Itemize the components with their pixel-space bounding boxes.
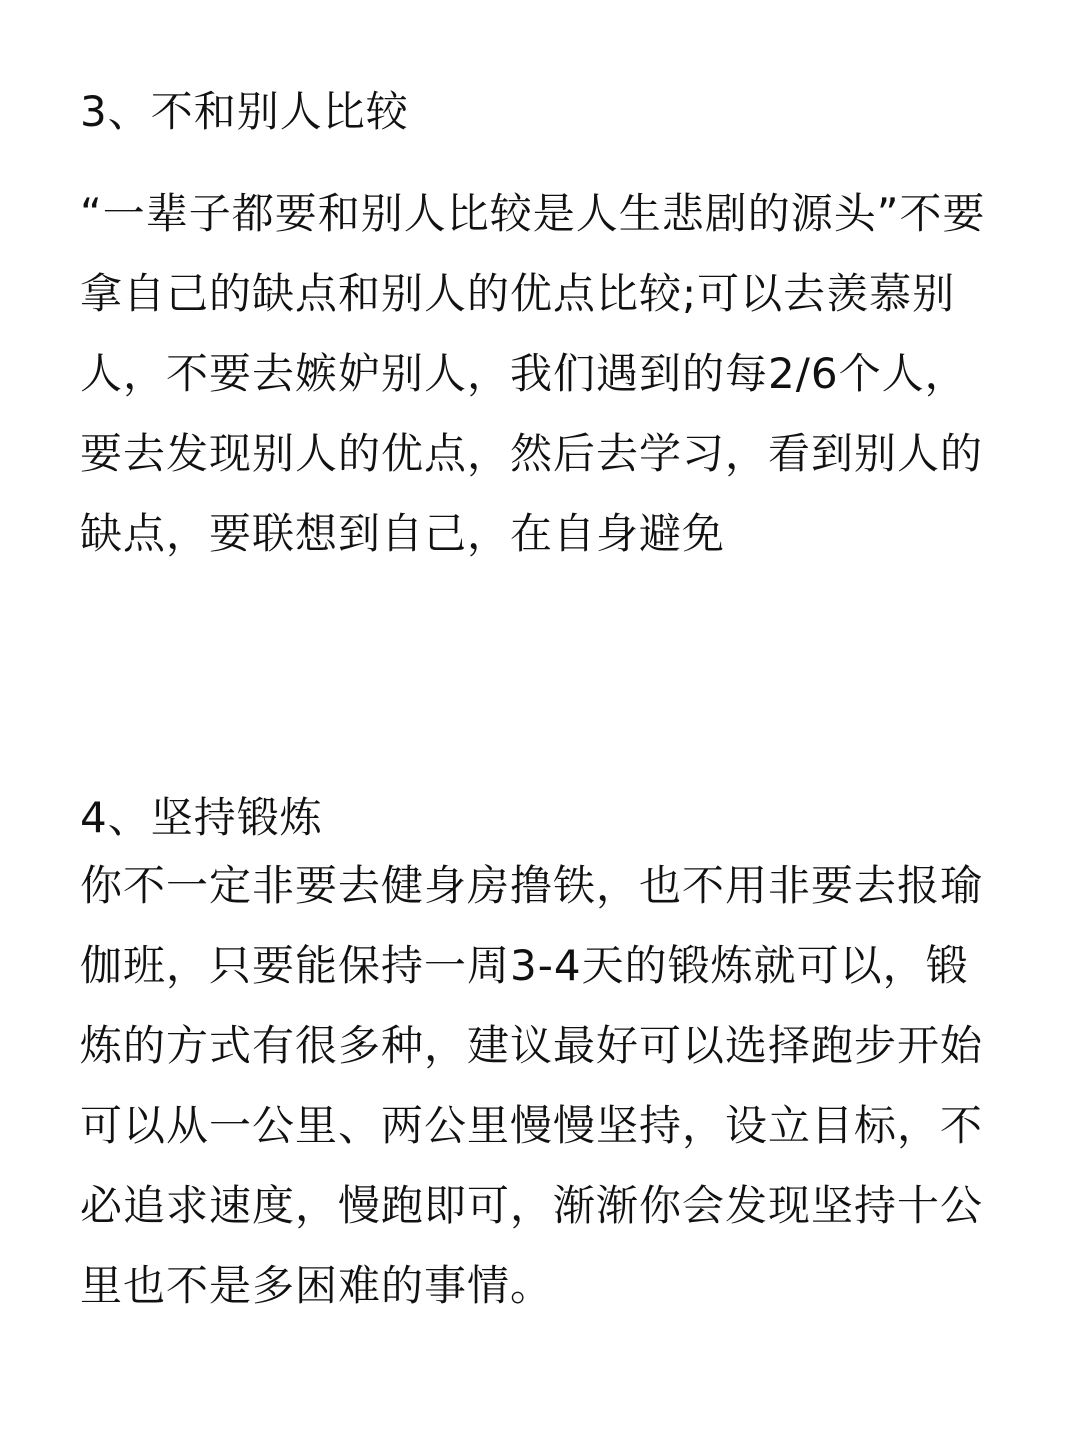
section-4-line-4: 可以从一公里、两公里慢慢坚持，设立目标，不 — [80, 1101, 984, 1150]
section-3-line-4: 要去发现别人的优点，然后去学习，看到别人的 — [80, 429, 984, 478]
section-4-line-3: 炼的方式有很多种，建议最好可以选择跑步开始 — [80, 1021, 984, 1070]
section-4-line-6: 里也不是多困难的事情。 — [80, 1261, 554, 1310]
section-4-line-5: 必追求速度，慢跑即可，渐渐你会发现坚持十公 — [80, 1181, 984, 1230]
section-4-heading: 4、坚持锻炼 — [80, 793, 323, 842]
section-3-line-2: 拿自己的缺点和别人的优点比较;可以去羡慕别 — [80, 269, 956, 318]
section-4-line-1: 你不一定非要去健身房撸铁，也不用非要去报瑜 — [80, 861, 984, 910]
section-3-line-1: “一辈子都要和别人比较是人生悲剧的源头”不要 — [80, 189, 986, 238]
section-3-line-3: 人，不要去嫉妒别人，我们遇到的每2/6个人， — [80, 349, 968, 398]
section-3-line-5: 缺点，要联想到自己，在自身避免 — [80, 509, 726, 558]
section-4-line-2: 伽班，只要能保持一周3-4天的锻炼就可以，锻 — [80, 941, 969, 990]
section-3-heading: 3、不和别人比较 — [80, 87, 409, 136]
